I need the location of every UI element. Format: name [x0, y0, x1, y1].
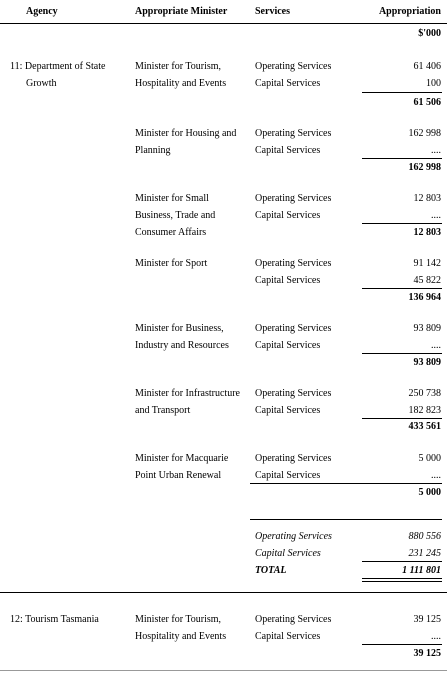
subtotal-rule — [362, 92, 442, 93]
header-agency: Agency — [26, 6, 58, 17]
amount: 250 738 — [408, 388, 441, 399]
bottom-rule — [0, 670, 447, 671]
minister-line: Minister for Infrastructure — [135, 388, 240, 399]
service-label: Capital Services — [255, 340, 321, 351]
agency-separator — [0, 592, 447, 593]
minister-line: Minister for Macquarie — [135, 453, 229, 464]
subtotal-rule — [362, 418, 442, 419]
service-label: Operating Services — [255, 323, 332, 334]
amount: 91 142 — [413, 258, 441, 269]
total-rule — [362, 561, 442, 562]
minister-line: Minister for Sport — [135, 258, 208, 269]
minister-line: Point Urban Renewal — [135, 470, 222, 481]
subtotal-rule — [362, 353, 442, 354]
subtotal-rule — [362, 223, 442, 224]
service-label: Operating Services — [255, 128, 332, 139]
amount: .... — [431, 210, 441, 221]
agency-name: 12: Tourism Tasmania — [10, 614, 99, 625]
subtotal: 39 125 — [413, 648, 441, 659]
unit-label: $'000 — [418, 28, 441, 39]
service-label: Capital Services — [255, 275, 321, 286]
total-label: TOTAL — [255, 565, 287, 576]
minister-line: Minister for Housing and — [135, 128, 237, 139]
amount: 162 998 — [408, 128, 441, 139]
amount: 61 406 — [413, 61, 441, 72]
minister-line: Minister for Tourism, — [135, 614, 222, 625]
subtotal-rule — [362, 644, 442, 645]
subtotal: 93 809 — [413, 357, 441, 368]
subtotal: 136 964 — [408, 292, 441, 303]
minister-line: Minister for Business, — [135, 323, 224, 334]
service-label: Operating Services — [255, 453, 332, 464]
amount: 93 809 — [413, 323, 441, 334]
minister-line: Consumer Affairs — [135, 227, 207, 238]
service-label: Capital Services — [255, 145, 321, 156]
header-minister: Appropriate Minister — [135, 6, 228, 17]
amount: .... — [431, 631, 441, 642]
minister-line: Industry and Resources — [135, 340, 229, 351]
service-label: Operating Services — [255, 614, 332, 625]
service-label: Capital Services — [255, 470, 321, 481]
group-rule — [250, 483, 442, 484]
service-label: Capital Services — [255, 631, 321, 642]
amount: .... — [431, 340, 441, 351]
minister-line: Hospitality and Events — [135, 78, 227, 89]
summary-rule — [250, 519, 442, 520]
table-header — [0, 0, 447, 24]
summary-cap-label: Capital Services — [255, 548, 321, 559]
service-label: Operating Services — [255, 388, 332, 399]
service-label: Operating Services — [255, 193, 332, 204]
amount: 5 000 — [418, 453, 441, 464]
summary-op-label: Operating Services — [255, 531, 332, 542]
amount: .... — [431, 470, 441, 481]
amount: 182 823 — [408, 405, 441, 416]
service-label: Capital Services — [255, 78, 321, 89]
amount: 12 803 — [413, 193, 441, 204]
minister-line: Hospitality and Events — [135, 631, 227, 642]
subtotal: 162 998 — [408, 162, 441, 173]
agency-name-cont: Growth — [26, 78, 57, 89]
subtotal: 433 561 — [408, 421, 441, 432]
amount: 39 125 — [413, 614, 441, 625]
summary-op-amount: 880 556 — [408, 531, 441, 542]
summary-cap-amount: 231 245 — [408, 548, 441, 559]
service-label: Capital Services — [255, 210, 321, 221]
service-label: Capital Services — [255, 405, 321, 416]
subtotal: 61 506 — [413, 97, 441, 108]
service-label: Operating Services — [255, 61, 332, 72]
service-label: Operating Services — [255, 258, 332, 269]
subtotal: 5 000 — [418, 487, 441, 498]
amount: 100 — [426, 78, 441, 89]
subtotal: 12 803 — [413, 227, 441, 238]
minister-line: Planning — [135, 145, 171, 156]
amount: .... — [431, 145, 441, 156]
amount: 45 822 — [413, 275, 441, 286]
minister-line: Minister for Tourism, — [135, 61, 222, 72]
minister-line: and Transport — [135, 405, 191, 416]
subtotal-rule — [362, 288, 442, 289]
total-double-rule — [362, 578, 442, 582]
agency-name: 11: Department of State — [10, 61, 106, 72]
subtotal-rule — [362, 158, 442, 159]
total-amount: 1 111 801 — [402, 565, 441, 576]
header-appropriation: Appropriation — [378, 6, 441, 17]
minister-line: Minister for Small — [135, 193, 209, 204]
minister-line: Business, Trade and — [135, 210, 216, 221]
header-services: Services — [255, 6, 290, 17]
